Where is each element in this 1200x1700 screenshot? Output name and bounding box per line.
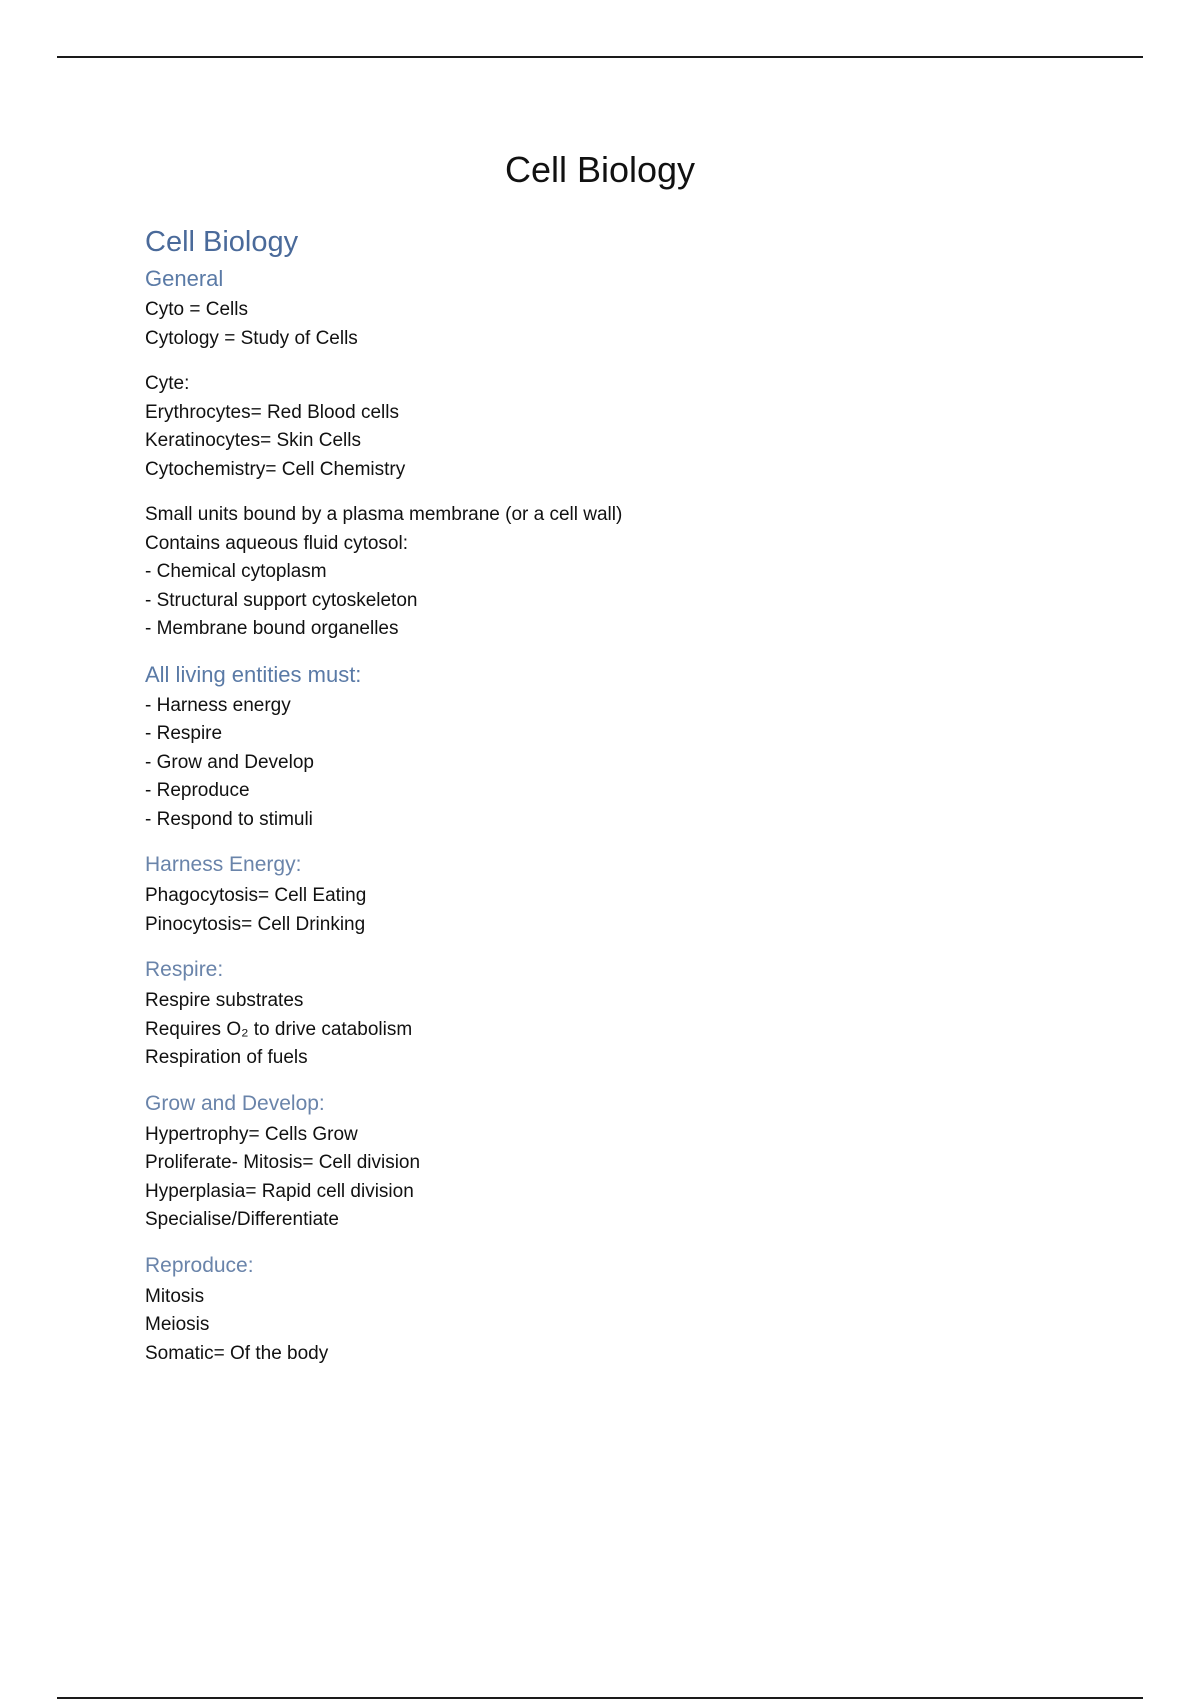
section-heading-respire: Respire: — [145, 958, 224, 981]
section-heading-living-entities: All living entities must: — [145, 661, 362, 687]
text-line: - Structural support cytoskeleton — [145, 589, 418, 611]
text-line: Contains aqueous fluid cytosol: — [145, 532, 408, 554]
header-rule — [57, 56, 1143, 58]
general-group-2 — [145, 370, 1045, 484]
list-item: - Respond to stimuli — [145, 808, 313, 830]
list-item: Meiosis — [145, 1314, 210, 1335]
list-item: - Respire — [145, 723, 223, 744]
list-item: Mitosis — [145, 1285, 205, 1307]
reproduce-list — [145, 1283, 1045, 1369]
respire-list — [145, 987, 1045, 1073]
text-line: Cytology = Study of Cells — [145, 327, 358, 349]
list-item: Specialise/Differentiate — [145, 1209, 339, 1230]
list-item: Hyperplasia= Rapid cell division — [145, 1180, 414, 1202]
list-item: Respire substrates — [145, 990, 304, 1011]
footer-rule — [57, 1697, 1143, 1699]
list-item: - Reproduce — [145, 780, 250, 801]
list-item: Somatic= Of the body — [145, 1342, 329, 1364]
text-line: Keratinocytes= Skin Cells — [145, 430, 361, 451]
text-line: Cytochemistry= Cell Chemistry — [145, 458, 406, 480]
text-line: - Membrane bound organelles — [145, 618, 399, 639]
text-line: Cyte: — [145, 373, 190, 394]
document-body — [145, 222, 1045, 1368]
living-entities-list — [145, 692, 1045, 835]
text-line: Cyto = Cells — [145, 299, 248, 320]
list-item: - Grow and Develop — [145, 751, 314, 773]
text-line: - Chemical cytoplasm — [145, 561, 327, 582]
general-group-1 — [145, 296, 1045, 353]
page-title: Cell Biology — [504, 149, 696, 190]
main-heading: Cell Biology — [145, 226, 299, 258]
general-group-3 — [145, 501, 1045, 644]
text-line: Erythrocytes= Red Blood cells — [145, 401, 399, 423]
list-item: Phagocytosis= Cell Eating — [145, 885, 367, 906]
section-heading-harness-energy: Harness Energy: — [145, 853, 302, 876]
list-item: Respiration of fuels — [145, 1047, 308, 1068]
section-heading-grow-develop: Grow and Develop: — [145, 1091, 325, 1115]
list-item: Proliferate- Mitosis= Cell division — [145, 1152, 421, 1173]
harness-energy-list — [145, 882, 1045, 939]
list-item: - Harness energy — [145, 694, 291, 716]
section-heading-reproduce: Reproduce: — [145, 1253, 254, 1277]
list-item: Hypertrophy= Cells Grow — [145, 1123, 358, 1145]
section-heading-general: General — [145, 266, 224, 291]
list-item: Requires O₂ to drive catabolism — [145, 1018, 413, 1040]
list-item: Pinocytosis= Cell Drinking — [145, 913, 366, 935]
text-line: Small units bound by a plasma membrane (or a cell wall) — [145, 504, 623, 525]
grow-develop-list — [145, 1121, 1045, 1235]
